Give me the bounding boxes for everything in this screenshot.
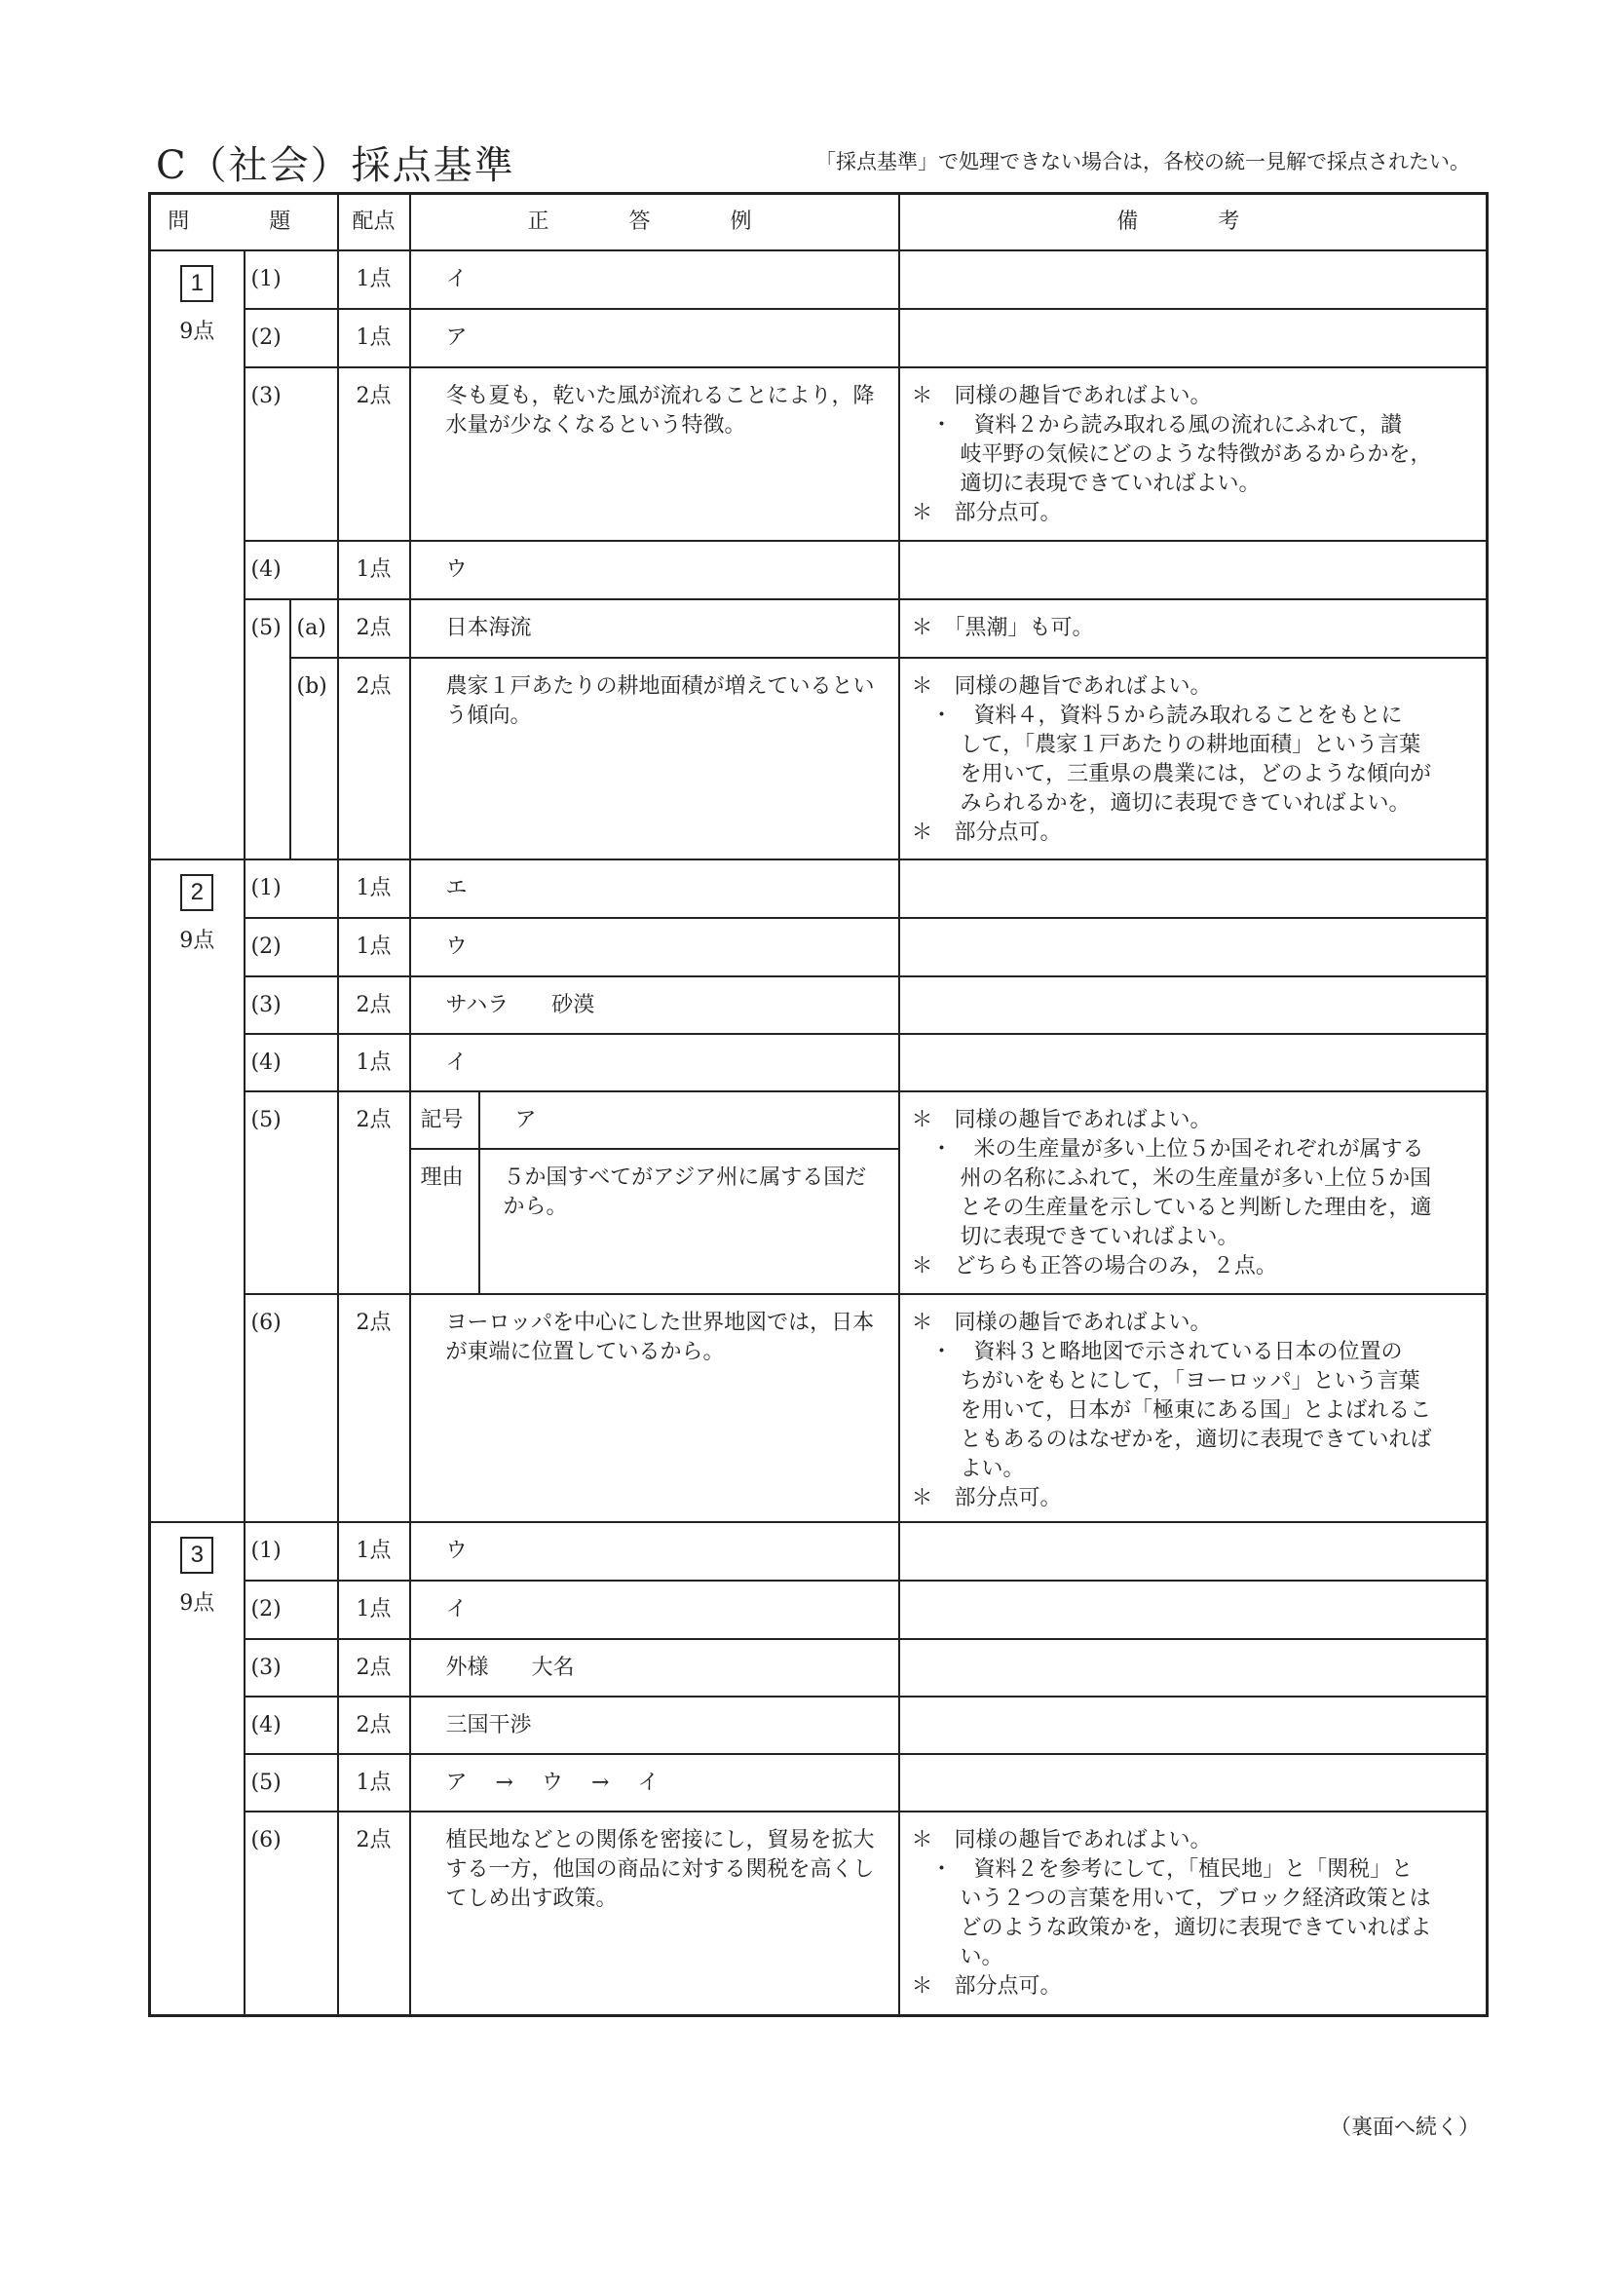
table-row xyxy=(150,1812,1488,2015)
table-row xyxy=(150,1294,1488,1522)
table-row xyxy=(150,309,1488,367)
question-number: (5) xyxy=(245,1091,338,1294)
remarks xyxy=(899,541,1488,599)
remark-line: ・ 資料２から読み取れる風の流れにふれて，讃 xyxy=(930,413,1403,438)
remark-line: ＊ 部分点可。 xyxy=(911,820,1062,845)
question-number: (2) xyxy=(245,1581,338,1639)
remark-line: 岐平野の気候にどのような特徴があるからかを， xyxy=(960,442,1432,467)
table-row xyxy=(150,1697,1488,1754)
question-number: (2) xyxy=(245,918,338,976)
points: 1点 xyxy=(338,859,410,918)
model-answer: ヨーロッパを中心にした世界地図では，日本が東端に位置しているから。 xyxy=(410,1294,899,1522)
model-answer: 植民地などとの関係を密接にし，貿易を拡大する一方，他国の商品に対する関税を高くしてしめ出す政策。 xyxy=(410,1812,899,2015)
remark-line: ・ 資料４，資料５から読み取れることをもとに xyxy=(930,704,1403,728)
points: 2点 xyxy=(338,976,410,1034)
question-number: (1) xyxy=(245,859,338,918)
remark-line: ＊ 部分点可。 xyxy=(911,1974,1062,1999)
question-number: (4) xyxy=(245,1697,338,1754)
remarks xyxy=(899,309,1488,367)
points: 1点 xyxy=(338,1522,410,1581)
answer-label: 理由 xyxy=(410,1149,479,1294)
header-points: 配点 xyxy=(338,194,410,251)
section-number: 2 xyxy=(180,874,213,911)
remarks xyxy=(899,859,1488,918)
points: 2点 xyxy=(338,1294,410,1522)
points: 1点 xyxy=(338,309,410,367)
remarks xyxy=(899,976,1488,1034)
remarks xyxy=(899,658,1488,859)
remark-line: ＊ 「黒潮」も可。 xyxy=(911,616,1094,640)
remark-line: みられるかを，適切に表現できていればよい。 xyxy=(960,791,1411,816)
answer-label: 記号 xyxy=(410,1091,479,1149)
remark-line: ・ 資料２を参考にして，「植民地」と「関税」と xyxy=(930,1857,1414,1882)
section-number-cell xyxy=(150,1522,245,2015)
points: 1点 xyxy=(338,1754,410,1812)
section-total-points: 9点 xyxy=(179,320,215,344)
section-total-points: 9点 xyxy=(179,1591,215,1616)
remark-line: ＊ 同様の趣旨であればよい。 xyxy=(911,384,1212,408)
remarks xyxy=(899,1294,1488,1522)
model-answer: 三国干渉 xyxy=(410,1697,899,1754)
points: 1点 xyxy=(338,918,410,976)
table-row xyxy=(150,1639,1488,1697)
remarks xyxy=(899,367,1488,541)
question-number: (4) xyxy=(245,1034,338,1091)
page-title: C（社会）採点基準 xyxy=(156,143,515,188)
remark-line: ＊ 同様の趣旨であればよい。 xyxy=(911,1828,1212,1852)
table-row xyxy=(150,1581,1488,1639)
remark-line: ＊ 部分点可。 xyxy=(911,501,1062,525)
sub-question-number: (a) xyxy=(290,599,338,658)
points: 2点 xyxy=(338,658,410,859)
question-number: (4) xyxy=(245,541,338,599)
question-number: (5) xyxy=(245,599,290,859)
model-answer: 冬も夏も，乾いた風が流れることにより，降水量が少なくなるという特徴。 xyxy=(410,367,899,541)
remark-line: 切に表現できていればよい。 xyxy=(960,1225,1239,1249)
table-row xyxy=(150,658,1488,859)
model-answer: サハラ 砂漠 xyxy=(410,976,899,1034)
table-row xyxy=(150,599,1488,658)
remark-line: ＊ 同様の趣旨であればよい。 xyxy=(911,674,1212,699)
section-number: 3 xyxy=(180,1537,213,1574)
remark-line: い。 xyxy=(960,1945,1003,1969)
points: 1点 xyxy=(338,541,410,599)
remark-line: を用いて，日本が「極東にある国」とよばれるこ xyxy=(960,1398,1432,1423)
question-number: (2) xyxy=(245,309,338,367)
remark-line: 州の名称にふれて，米の生産量が多い上位５か国 xyxy=(960,1166,1432,1191)
points: 1点 xyxy=(338,1034,410,1091)
model-answer: ア xyxy=(410,309,899,367)
section-total-points: 9点 xyxy=(179,929,215,953)
points: 1点 xyxy=(338,1581,410,1639)
model-answer: 日本海流 xyxy=(410,599,899,658)
remark-line: ともあるのはなぜかを，適切に表現できていれば xyxy=(960,1428,1432,1452)
table-row xyxy=(150,1091,1488,1149)
remark-line: よい。 xyxy=(960,1457,1025,1481)
question-number: (3) xyxy=(245,1639,338,1697)
points: 2点 xyxy=(338,1639,410,1697)
question-number: (1) xyxy=(245,250,338,309)
remarks xyxy=(899,1091,1488,1294)
answer-value: ５か国すべてがアジア州に属する国だから。 xyxy=(479,1149,899,1294)
model-answer: ウ xyxy=(410,541,899,599)
table-row xyxy=(150,976,1488,1034)
table-row xyxy=(150,859,1488,918)
remark-line: いう２つの言葉を用いて，ブロック経済政策とは xyxy=(960,1887,1431,1911)
question-number: (3) xyxy=(245,976,338,1034)
model-answer: イ xyxy=(410,1034,899,1091)
grading-table xyxy=(148,192,1489,2017)
remark-line: ＊ 同様の趣旨であればよい。 xyxy=(911,1311,1212,1335)
remarks xyxy=(899,250,1488,309)
remarks xyxy=(899,1581,1488,1639)
model-answer: ア → ウ → イ xyxy=(410,1754,899,1812)
points: 1点 xyxy=(338,250,410,309)
table-row xyxy=(150,1522,1488,1581)
remarks xyxy=(899,1639,1488,1697)
remark-line: ・ 米の生産量が多い上位５か国それぞれが属する xyxy=(930,1137,1424,1162)
remarks xyxy=(899,599,1488,658)
remark-line: とその生産量を示していると判断した理由を，適 xyxy=(960,1196,1432,1220)
grading-note: 「採点基準」で処理できない場合は，各校の統一見解で採点されたい。 xyxy=(815,150,1470,173)
model-answer: 外様 大名 xyxy=(410,1639,899,1697)
section-number-cell xyxy=(150,859,245,1522)
question-number: (3) xyxy=(245,367,338,541)
table-row xyxy=(150,541,1488,599)
remark-line: を用いて，三重県の農業には，どのような傾向が xyxy=(960,762,1432,786)
remarks xyxy=(899,1754,1488,1812)
question-number: (5) xyxy=(245,1754,338,1812)
header-row xyxy=(150,194,1488,251)
table-row xyxy=(150,1034,1488,1091)
table-row xyxy=(150,367,1488,541)
question-number: (6) xyxy=(245,1294,338,1522)
remarks xyxy=(899,1697,1488,1754)
section-number-cell xyxy=(150,250,245,859)
points: 2点 xyxy=(338,367,410,541)
table-row xyxy=(150,1754,1488,1812)
remarks xyxy=(899,918,1488,976)
table-row xyxy=(150,918,1488,976)
table-row xyxy=(150,250,1488,309)
remark-line: 適切に表現できていればよい。 xyxy=(960,472,1261,496)
header-question: 問 題 xyxy=(150,194,338,251)
remarks xyxy=(899,1034,1488,1091)
remark-line: して，「農家１戸あたりの耕地面積」という言葉 xyxy=(960,733,1421,757)
remark-line: ＊ 同様の趣旨であればよい。 xyxy=(911,1108,1212,1132)
remark-line: ＊ どちらも正答の場合のみ，２点。 xyxy=(911,1254,1277,1278)
points: 2点 xyxy=(338,599,410,658)
question-number: (1) xyxy=(245,1522,338,1581)
remarks xyxy=(899,1812,1488,2015)
question-number: (6) xyxy=(245,1812,338,2015)
model-answer: ウ xyxy=(410,1522,899,1581)
remark-line: ・ 資料３と略地図で示されている日本の位置の xyxy=(930,1340,1403,1364)
answer-value: ア xyxy=(479,1091,899,1149)
model-answer: イ xyxy=(410,250,899,309)
section-number: 1 xyxy=(180,265,213,302)
points: 2点 xyxy=(338,1697,410,1754)
model-answer: 農家１戸あたりの耕地面積が増えているという傾向。 xyxy=(410,658,899,859)
model-answer: イ xyxy=(410,1581,899,1639)
remarks xyxy=(899,1522,1488,1581)
remark-line: ＊ 部分点可。 xyxy=(911,1486,1062,1510)
continued-note: （裏面へ続く） xyxy=(1329,2116,1480,2140)
header-remarks: 備 考 xyxy=(899,194,1488,251)
remark-line: どのような政策かを，適切に表現できていればよ xyxy=(960,1916,1432,1940)
header-answer: 正 答 例 xyxy=(410,194,899,251)
model-answer: ウ xyxy=(410,918,899,976)
sub-question-number: (b) xyxy=(290,658,338,859)
points: 2点 xyxy=(338,1812,410,2015)
model-answer: エ xyxy=(410,859,899,918)
points: 2点 xyxy=(338,1091,410,1294)
remark-line: ちがいをもとにして，「ヨーロッパ」という言葉 xyxy=(960,1369,1420,1393)
